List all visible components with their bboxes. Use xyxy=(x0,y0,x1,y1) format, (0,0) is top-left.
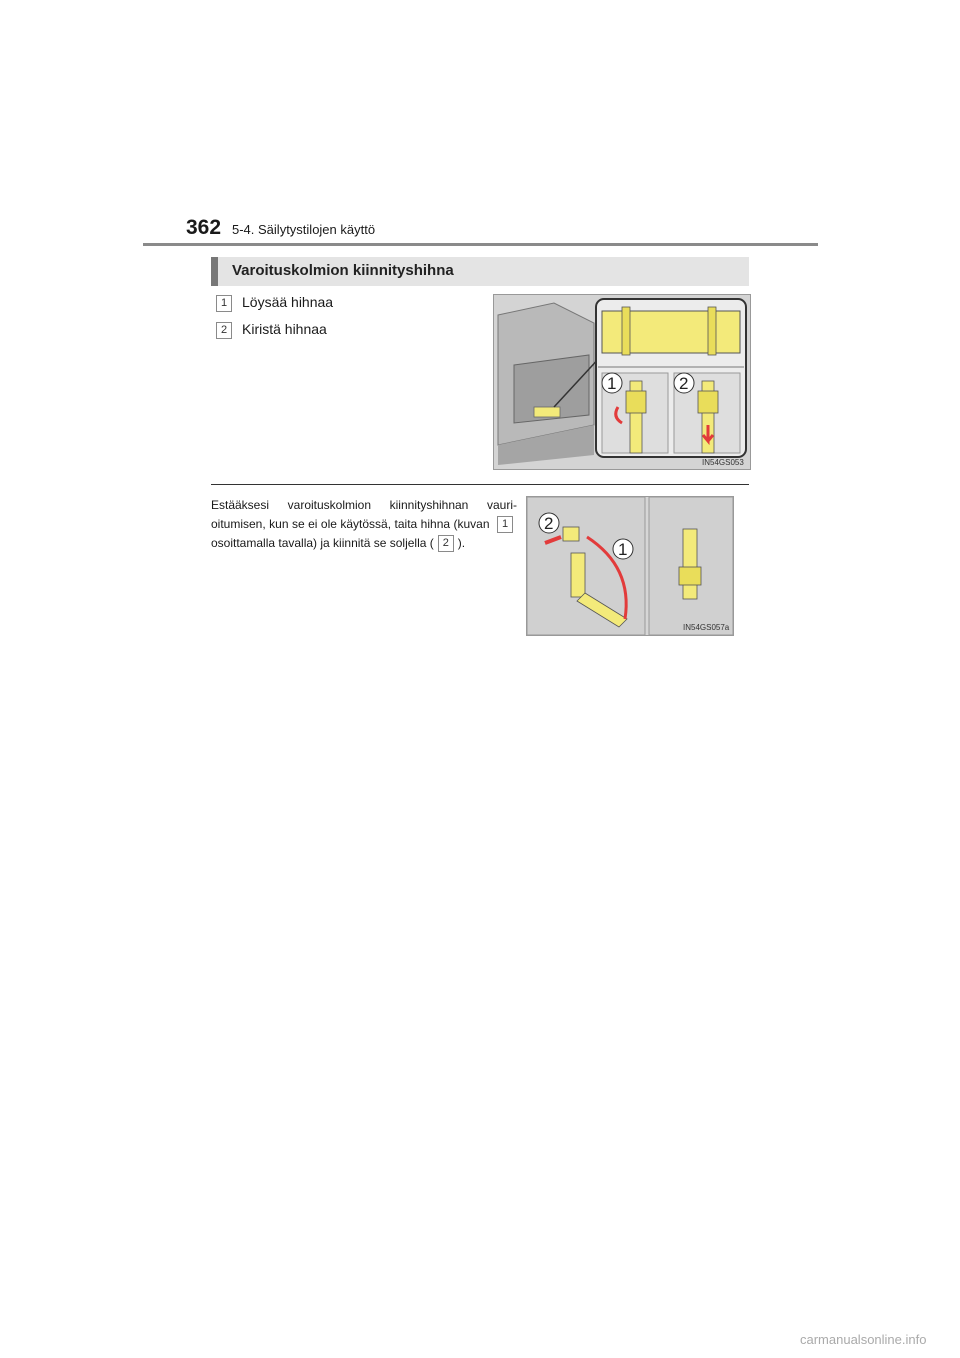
paragraph-text: osoittamalla tavalla) ja kiinnitä se soljella ( xyxy=(211,536,434,550)
paragraph-text: Estääksesi varoituskolmion kiinnityshihnan vauri-oitumisen, kun se ei ole käytössä, taita hihna (kuvan xyxy=(211,498,517,531)
heading-title: Varoituskolmion kiinnityshihna xyxy=(232,262,454,279)
watermark: carmanualsonline.info xyxy=(800,1332,927,1347)
page-number: 362 xyxy=(186,216,222,239)
callout-2: 2 xyxy=(544,514,554,533)
callout-1: 1 xyxy=(607,374,617,393)
figure-strap-adjust xyxy=(493,294,751,470)
header-rule xyxy=(143,243,818,246)
callout-1: 1 xyxy=(618,540,628,559)
step-text: Löysää hihnaa xyxy=(242,294,334,310)
step-number-badge: 2 xyxy=(216,322,232,339)
step-1 xyxy=(216,294,333,312)
figure-strap-fold xyxy=(526,496,734,636)
inline-ref-1: 1 xyxy=(497,516,513,533)
section-divider xyxy=(211,484,749,485)
inline-ref-2: 2 xyxy=(438,535,454,552)
paragraph-text: ). xyxy=(457,536,466,550)
figure-code-2: IN54GS057a xyxy=(683,623,730,632)
figure-code-1: IN54GS053 xyxy=(702,458,744,467)
body-paragraph xyxy=(211,496,517,553)
callout-2: 2 xyxy=(679,374,689,393)
heading-bar xyxy=(211,257,749,286)
step-text: Kiristä hihnaa xyxy=(242,321,327,337)
step-2 xyxy=(216,321,327,339)
section-title: 5-4. Säilytystilojen käyttö xyxy=(232,222,376,237)
step-number-badge: 1 xyxy=(216,295,232,312)
